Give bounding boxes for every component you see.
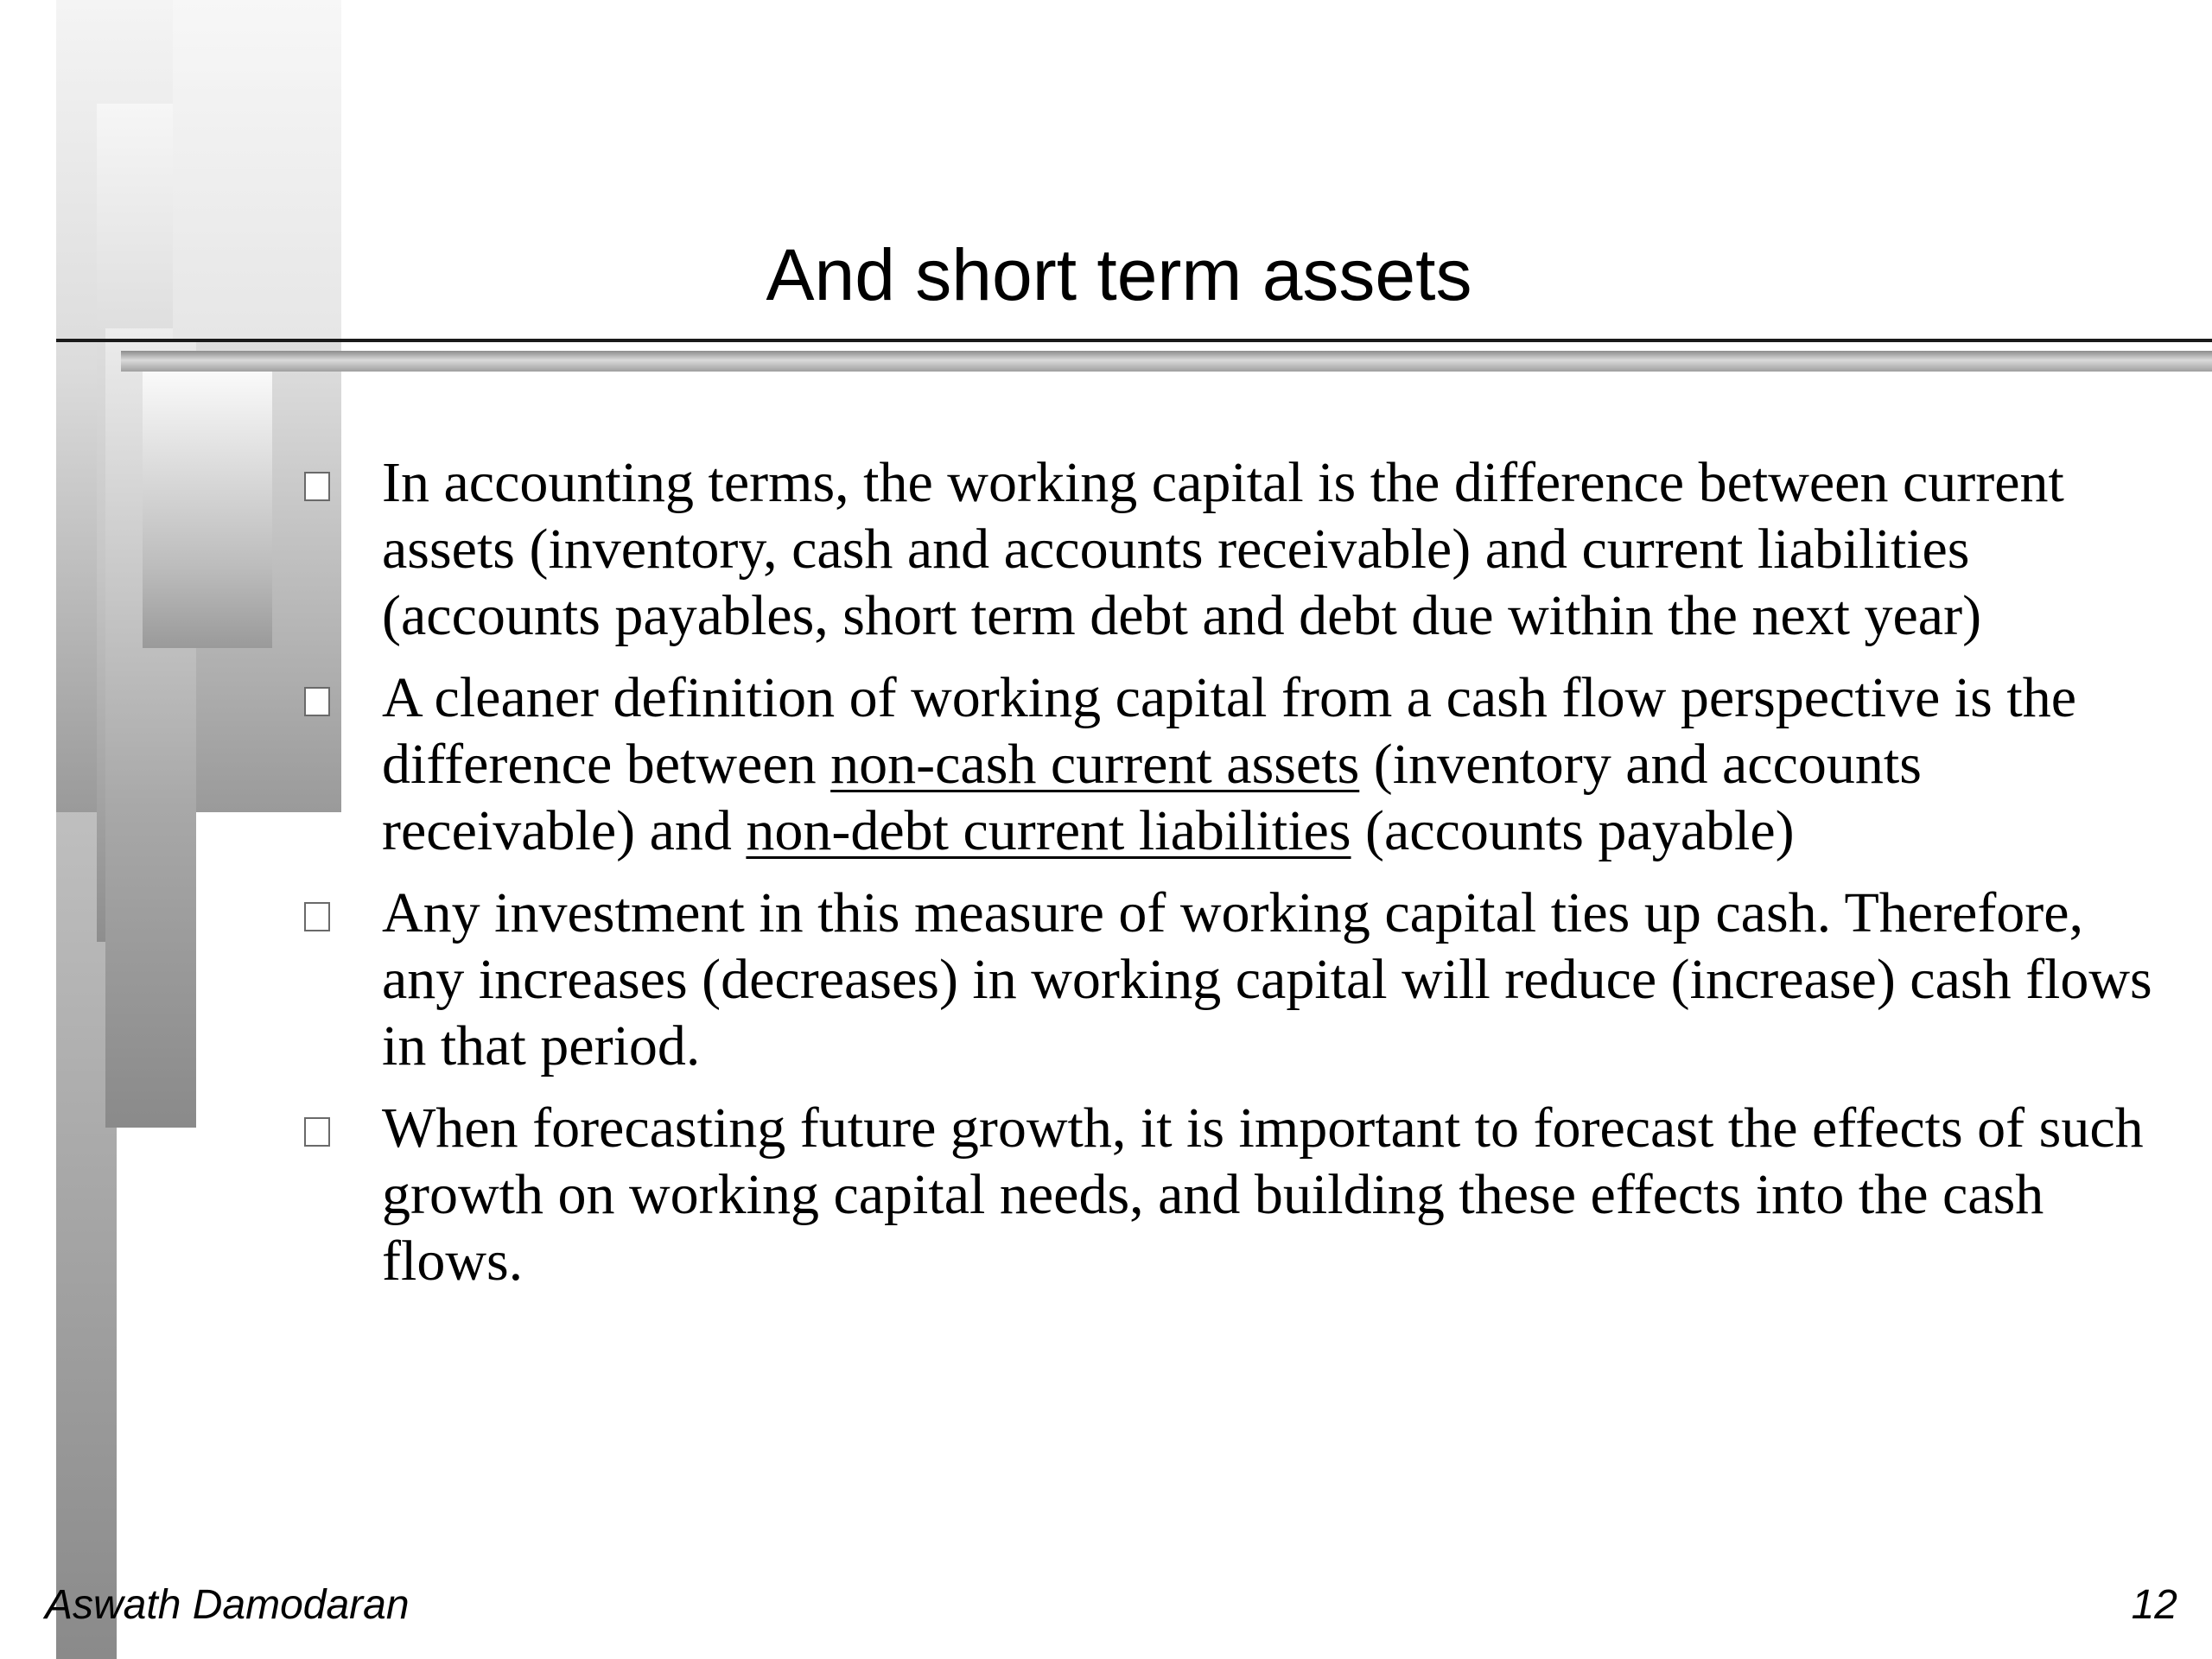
bullet-text: In accounting terms, the working capital is the difference between current assets (inventory, cash and accounts receivable) and current liabilities (accounts payables, short term debt and debt due within the next year) (382, 451, 2064, 647)
bullet-item (294, 449, 2177, 649)
bullet-text-part: (accounts payable) (1351, 799, 1795, 862)
page-number: 12 (2131, 1582, 2177, 1628)
title-divider (56, 339, 2212, 342)
bullet-text-part: A cleaner definition of working capital from a cash flow perspective is the difference between (382, 666, 2076, 796)
footer-author: Aswath Damodaran (45, 1582, 410, 1628)
slide-title: And short term assets (766, 234, 1472, 315)
square-bullet-icon (304, 902, 330, 931)
bullet-list (294, 449, 2177, 1310)
bullet-text: When forecasting future growth, it is important to forecast the effects of such growth on working capital needs, and building these effects into the cash flows. (382, 1096, 2144, 1293)
bullet-text (382, 666, 2076, 862)
square-bullet-icon (304, 1117, 330, 1147)
underlined-term: non-debt current liabilities (746, 799, 1351, 862)
bullet-item (294, 1095, 2177, 1294)
square-bullet-icon (304, 472, 330, 501)
title-divider-bar (121, 351, 2212, 372)
bullet-item (294, 664, 2177, 864)
underlined-term: non-cash current assets (830, 733, 1360, 796)
decorative-bar (143, 372, 272, 648)
square-bullet-icon (304, 687, 330, 716)
bullet-text: Any investment in this measure of working capital ties up cash. Therefore, any increases (decreases) in working capital will reduce (increase) cash flows in that period. (382, 881, 2152, 1077)
bullet-text-part: (inventory and accounts receivable) and (382, 733, 1922, 862)
bullet-item (294, 880, 2177, 1079)
decorative-bar (173, 0, 341, 341)
